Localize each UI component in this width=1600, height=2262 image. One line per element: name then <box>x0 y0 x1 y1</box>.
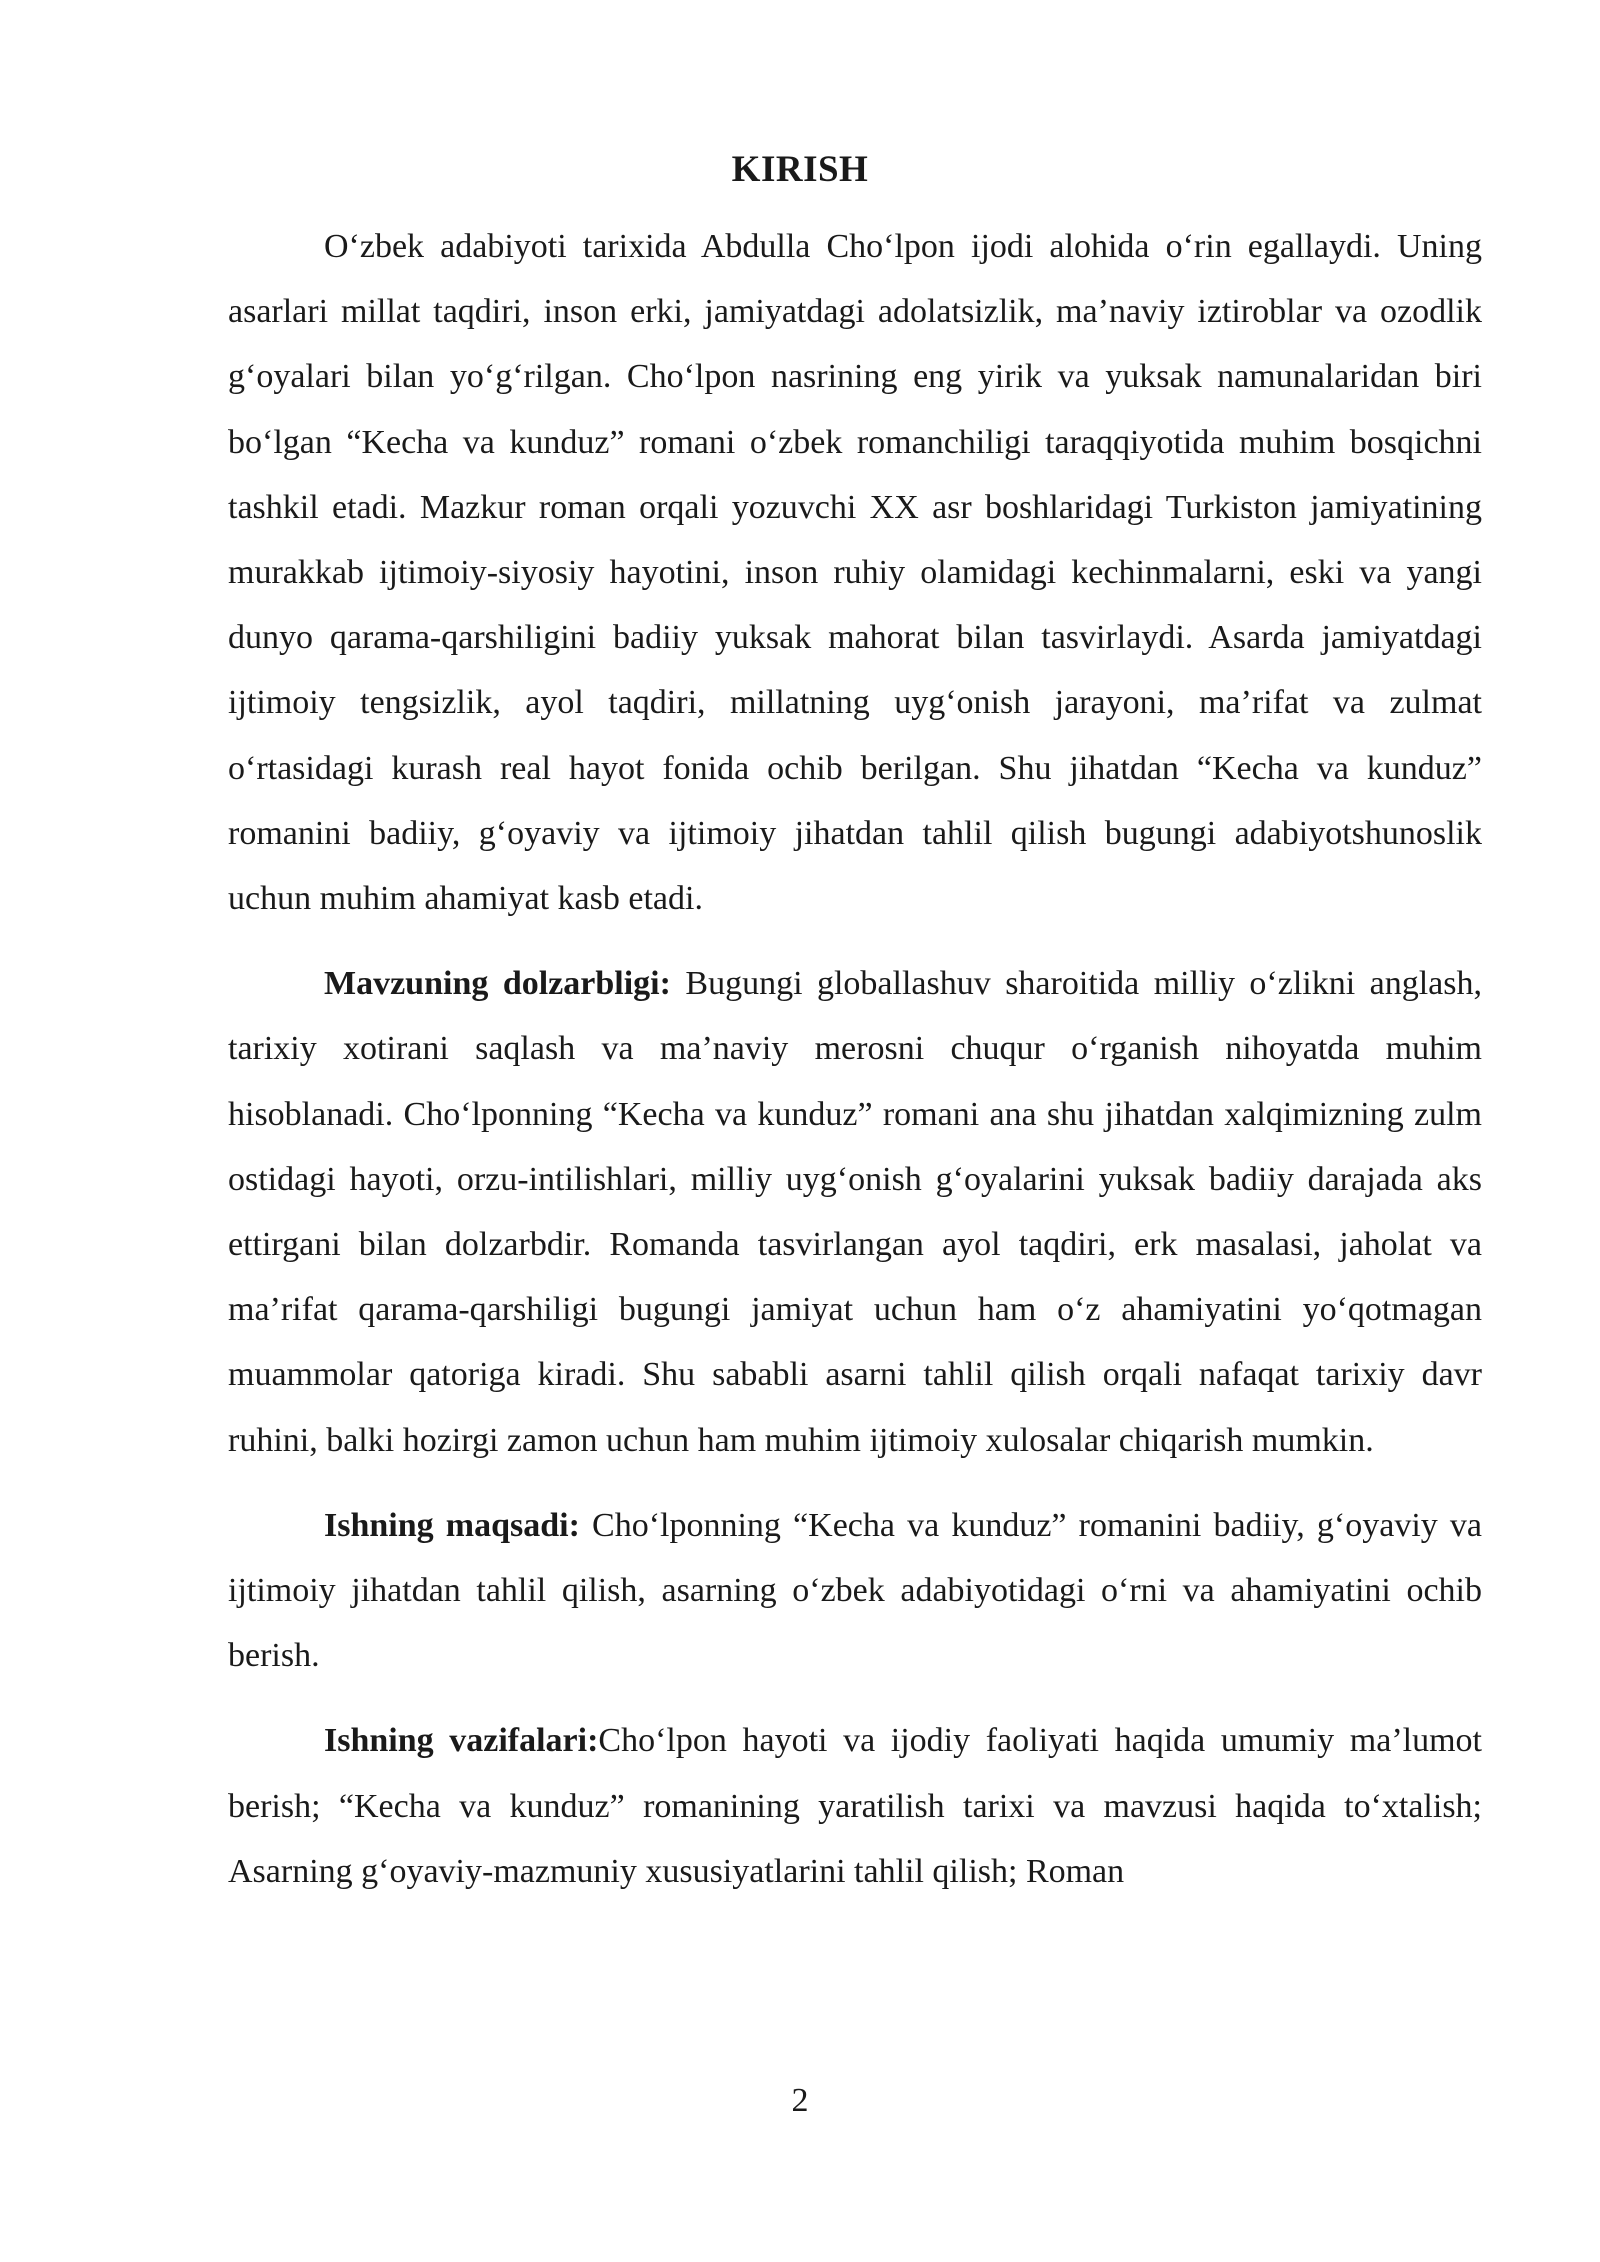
paragraph-text: Cho‘lponning “Kecha va kunduz” romanini badiiy, g‘oyaviy va ijtimoiy jihatdan tahlil qilish, asarning o‘zbek adabiyotidagi o‘rni va ahamiyatini ochib berish. <box>228 1506 1482 1675</box>
paragraph-lead: Mavzuning dolzarbligi: <box>324 965 671 1003</box>
paragraph-lead: Ishning vazifalari: <box>324 1722 599 1760</box>
paragraph-lead: Ishning maqsadi: <box>324 1506 580 1544</box>
paragraph-goal <box>228 1493 1482 1689</box>
body-text <box>228 214 1482 1904</box>
paragraph-text: Cho‘lpon hayoti va ijodiy faoliyati haqida umumiy ma’lumot berish; “Kecha va kunduz” romanining yaratilish tarixi va mavzusi haqida to‘xtalish; Asarning g‘oyaviy-mazmuniy xususiyatlarini tahlil qilish; Roman <box>228 1722 1482 1890</box>
paragraph-text: O‘zbek adabiyoti tarixida Abdulla Cho‘lpon ijodi alohida o‘rin egallaydi. Uning asarlari millat taqdiri, inson erki, jamiyatdagi adolatsizlik, ma’naviy iztiroblar va ozodlik g‘oyalari bilan yo‘g‘rilgan. Cho‘lpon nasrining eng yirik va yuksak namunalaridan biri bo‘lgan “Kecha va kunduz” romani o‘zbek romanchiligi taraqqiyotida muhim bosqichni tashkil etadi. Mazkur roman orqali yozuvchi XX asr boshlaridagi Turkiston jamiyatining murakkab ijtimoiy-siyosiy hayotini, inson ruhiy olamidagi kechinmalarni, eski va yangi dunyo qarama-qarshiligini badiiy yuksak mahorat bilan tasvirlaydi. Asarda jamiyatdagi ijtimoiy tengsizlik, ayol taqdiri, millatning uyg‘onish jarayoni, ma’rifat va zulmat o‘rtasidagi kurash real hayot fonida ochib berilgan. Shu jihatdan “Kecha va kunduz” romanini badiiy, g‘oyaviy va ijtimoiy jihatdan tahlil qilish bugungi adabiyotshunoslik uchun muhim ahamiyat kasb etadi. <box>228 228 1482 918</box>
paragraph-tasks <box>228 1708 1482 1904</box>
section-heading: KIRISH <box>731 149 869 190</box>
paragraph-text: Bugungi globallashuv sharoitida milliy o‘zlikni anglash, tarixiy xotirani saqlash va ma’naviy merosni chuqur o‘rganish nihoyatda muhim hisoblanadi. Cho‘lponning “Kecha va kunduz” romani ana shu jihatdan xalqimizning zulm ostidagi hayoti, orzu-intilishlari, milliy uyg‘onish g‘oyalarini yuksak badiiy darajada aks ettirgani bilan dolzarbdir. Romanda tasvirlangan ayol taqdiri, erk masalasi, jaholat va ma’rifat qarama-qarshiligi bugungi jamiyat uchun ham o‘z ahamiyatini yo‘qotmagan muammolar qatoriga kiradi. Shu sababli asarni tahlil qilish orqali nafaqat tarixiy davr ruhini, balki hozirgi zamon uchun ham muhim ijtimoiy xulosalar chiqarish mumkin. <box>228 965 1483 1459</box>
paragraph-intro <box>228 214 1482 931</box>
paragraph-relevance <box>228 951 1482 1473</box>
page-number: 2 <box>791 2082 809 2119</box>
